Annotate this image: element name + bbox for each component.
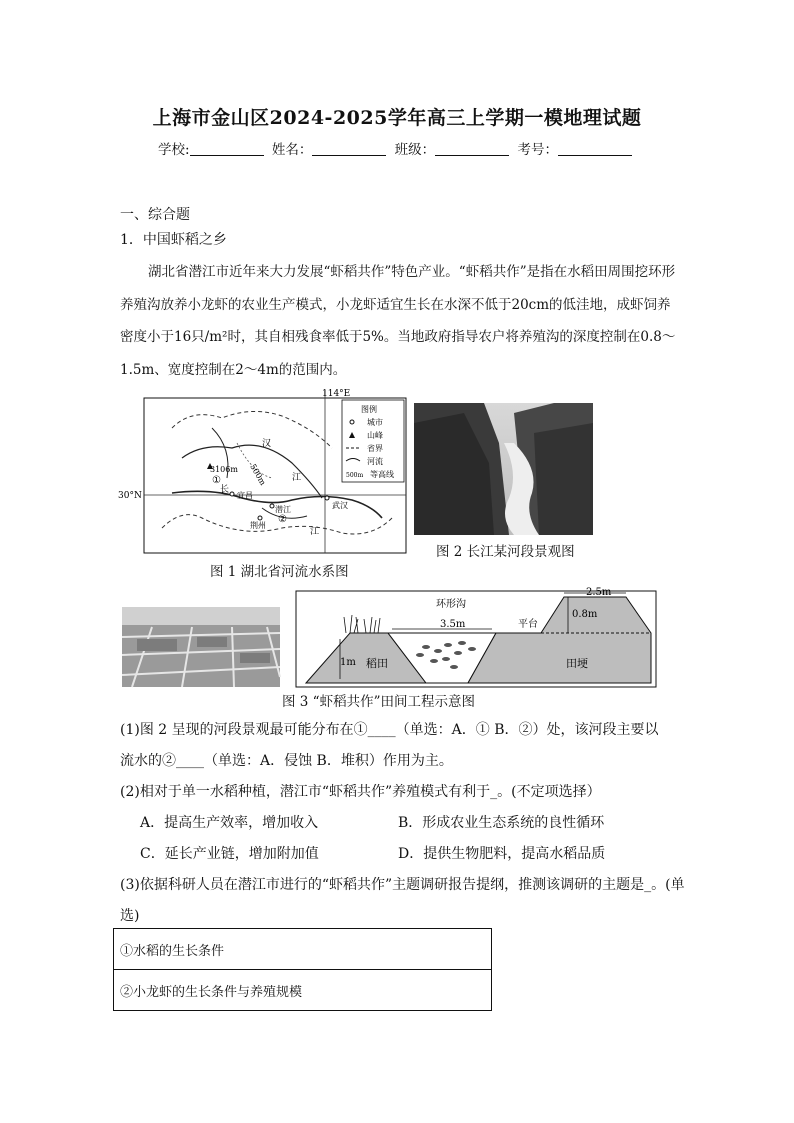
class-label: 班级：: [394, 142, 436, 158]
marker-1: ①: [212, 475, 221, 486]
q2-line: (2)相对于单一水稻种植，潜江市“虾稻共作”养殖模式有利于_。(不定项选择）: [120, 784, 601, 800]
id-label: 考号：: [517, 142, 558, 158]
marker-2: ②: [278, 514, 287, 525]
table-cell: ②小龙虾的生长条件与养殖规模: [114, 970, 492, 1011]
name-blank[interactable]: [312, 141, 386, 156]
dam-height-label: 0.8m: [572, 609, 598, 620]
intro-paragraph: 湖北省潜江市近年来大力发展“虾稻共作”特色产业。“虾稻共作”是指在水稻田周围挖环形养殖沟放养小龙虾的农业生产模式，小龙虾适宜生长在水深不低于20cm的低洼地，成虾饲养密度小于16只/m²时，其自相残食率低于5%。当地政府指导农户将养殖沟的深度控制在0.8～1.5m、宽度控制在2～4m的范围内。: [120, 264, 676, 378]
legend-border: 省界: [367, 444, 383, 453]
dam-label: 田埂: [566, 657, 588, 670]
legend-contour: 等高线: [370, 470, 394, 479]
q2-option-b[interactable]: B．形成农业生态系统的良性循环: [398, 815, 605, 831]
q1-line1: (1)图 2 呈现的河段景观最可能分布在①____（单选：A．① B．②）处，该河段主要以: [120, 722, 659, 738]
section-heading: 一、综合题: [120, 207, 190, 223]
legend-peak: 山峰: [367, 431, 383, 440]
paddy-aerial-photo: [122, 607, 280, 687]
figure1-caption: 图 1 湖北省河流水系图: [210, 564, 349, 580]
q2-option-c[interactable]: C．延长产业链，增加附加值: [140, 846, 319, 862]
lon-label: 114°E: [322, 389, 351, 399]
contour-label: 500m: [248, 462, 268, 487]
q3-line1: (3)依据科研人员在潜江市进行的“虾稻共作”主题调研报告提纲，推测该调研的主题是_。(单: [120, 877, 685, 893]
question-title: 1．中国虾稻之乡: [120, 232, 227, 248]
school-label: 学校:: [158, 142, 190, 158]
place-jiang: 江: [292, 473, 302, 483]
peak-elev: 3106m: [210, 465, 238, 474]
student-info-line: [0, 138, 794, 158]
figure3-caption: 图 3 “虾稻共作”田间工程示意图: [282, 694, 475, 710]
place-jingzhou: 荆州: [250, 521, 266, 530]
rice-field-label: 稻田: [366, 657, 388, 670]
q3-line2: 选): [120, 908, 140, 924]
lat-label: 30°N: [118, 491, 142, 501]
ring-ditch-label: 环形沟: [436, 599, 466, 610]
yangtze-gorge-photo: [414, 403, 593, 535]
report-outline-table: [113, 928, 492, 1011]
legend-river: 河流: [367, 457, 383, 466]
place-han: 汉: [262, 439, 272, 449]
q2-option-a[interactable]: A．提高生产效率，增加收入: [140, 815, 319, 831]
legend-title: 图例: [361, 405, 377, 414]
page-title: 上海市金山区2024-2025学年高三上学期一模地理试题: [152, 107, 642, 129]
legend-city: 城市: [367, 418, 383, 427]
place-qianjiang: 潜江: [275, 505, 291, 514]
table-row: [114, 970, 492, 1011]
name-label: 姓名：: [271, 142, 313, 158]
place-yichang: 宜昌: [237, 491, 253, 500]
school-blank[interactable]: [190, 141, 264, 156]
hubei-river-map: [118, 388, 408, 556]
id-blank[interactable]: [558, 141, 632, 156]
figure2-caption: 图 2 长江某河段景观图: [436, 544, 575, 560]
ring-width-label: 3.5m: [440, 619, 466, 630]
table-row: [114, 929, 492, 970]
platform-label: 平台: [518, 619, 538, 630]
q1-line2: 流水的②____（单选：A．侵蚀 B．堆积）作用为主。: [120, 753, 453, 769]
field-engineering-diagram: [296, 587, 658, 689]
field-height-label: 1m: [340, 657, 356, 668]
place-jiang2: 江: [310, 527, 320, 537]
place-chang: 长: [220, 485, 230, 495]
place-wuhan: 武汉: [332, 501, 348, 510]
legend-contour-sample: 500m: [346, 472, 364, 479]
table-cell: ①水稻的生长条件: [114, 929, 492, 970]
q2-option-d[interactable]: D．提供生物肥料，提高水稻品质: [398, 846, 606, 862]
dam-width-label: 2.5m: [586, 587, 612, 598]
class-blank[interactable]: [435, 141, 509, 156]
